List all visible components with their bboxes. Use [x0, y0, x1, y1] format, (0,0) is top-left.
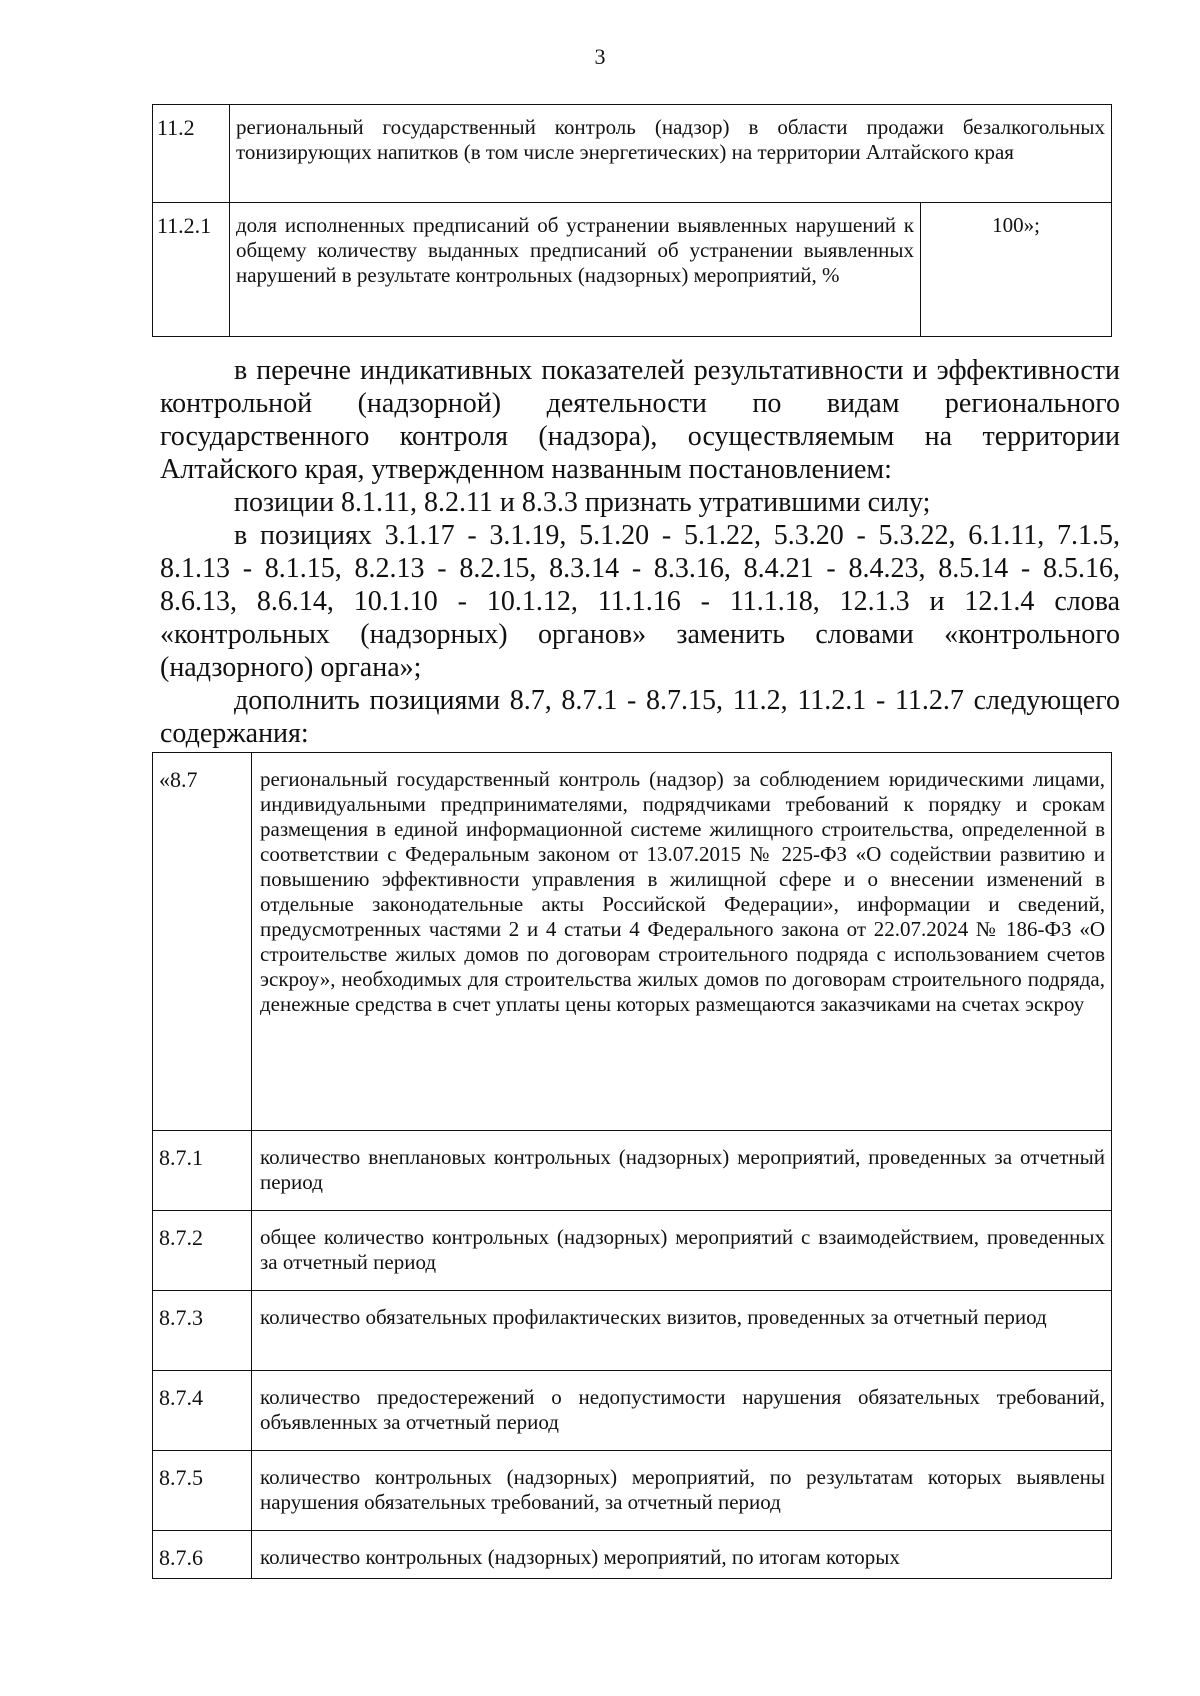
- paragraph: в перечне индикативных показателей результативности и эффективности контрольной (надзорной) деятельности по видам регионального государственного контроля (надзора), осуществляемым на территории Алтайского края, утвержденном названным постановлением:: [160, 355, 1120, 485]
- position-description: региональный государственный контроль (надзор) за соблюдением юридическими лицами, индивидуальными предпринимателями, подрядчиками требований к порядку и срокам размещения в единой информационной системе жилищного строительства, определенной в соответствии с Федеральным законом от 13.07.2015 № 225-ФЗ «О содействии развитию и повышению эффективности управления в жилищной сфере и о внесении изменений в отдельные законодательные акты Российской Федерации», информации и сведений, предусмотренных частями 2 и 4 статьи 4 Федерального закона от 22.07.2024 № 186-ФЗ «О строительстве жилых домов по договорам строительного подряда с использованием счетов эскроу», необходимых для строительства жилых домов по договорам строительного подряда, денежные средства в счет уплаты цены которых размещаются заказчиками на счетах эскроу: [252, 753, 1112, 1131]
- table-row: [153, 1451, 1112, 1531]
- position-description: региональный государственный контроль (надзор) в области продажи безалкогольных тонизирующих напитков (в том числе энергетических) на территории Алтайского края: [230, 105, 1112, 203]
- position-description: доля исполненных предписаний об устранении выявленных нарушений к общему количеству выданных предписаний об устранении выявленных нарушений в результате контрольных (надзорных) мероприятий, %: [230, 203, 921, 337]
- indicators-table-top: [152, 104, 1112, 337]
- body-text: [160, 354, 1120, 750]
- position-description: общее количество контрольных (надзорных) мероприятий с взаимодействием, проведенных за отчетный период: [252, 1211, 1112, 1291]
- position-description: количество предостережений о недопустимости нарушения обязательных требований, объявленных за отчетный период: [252, 1371, 1112, 1451]
- position-number: «8.7: [153, 753, 252, 1131]
- position-description: количество контрольных (надзорных) мероприятий, по результатам которых выявлены нарушения обязательных требований, за отчетный период: [252, 1451, 1112, 1531]
- position-number: 8.7.2: [153, 1211, 252, 1291]
- page-number: 3: [594, 44, 606, 69]
- paragraph: в позициях 3.1.17 - 3.1.19, 5.1.20 - 5.1.22, 5.3.20 - 5.3.22, 6.1.11, 7.1.5, 8.1.13 - 8.1.15, 8.2.13 - 8.2.15, 8.3.14 - 8.3.16, 8.4.21 - 8.4.23, 8.5.14 - 8.5.16, 8.6.13, 8.6.14, 10.1.10 - 10.1.12, 11.1.16 - 11.1.18, 12.1.3 и 12.1.4 слова «контрольных (надзорных) органов» заменить словами «контрольного (надзорного) органа»;: [160, 520, 1120, 683]
- paragraph: позиции 8.1.11, 8.2.11 и 8.3.3 признать утратившими силу;: [234, 487, 931, 518]
- position-number: 11.2: [153, 105, 230, 203]
- table-row: [153, 105, 1112, 203]
- position-number: 11.2.1: [153, 203, 230, 337]
- position-number: 8.7.4: [153, 1371, 252, 1451]
- table-row: [153, 1291, 1112, 1371]
- position-number: 8.7.6: [153, 1531, 252, 1579]
- table-row: [153, 1131, 1112, 1211]
- table-row: [153, 203, 1112, 337]
- position-number: 8.7.5: [153, 1451, 252, 1531]
- position-description: количество внеплановых контрольных (надзорных) мероприятий, проведенных за отчетный период: [252, 1131, 1112, 1211]
- position-description: количество контрольных (надзорных) мероприятий, по итогам которых: [252, 1531, 1112, 1579]
- paragraph: дополнить позициями 8.7, 8.7.1 - 8.7.15, 11.2, 11.2.1 - 11.2.7 следующего содержания:: [160, 685, 1120, 749]
- table-row: [153, 753, 1112, 1131]
- indicators-table-bottom: [152, 752, 1112, 1579]
- table-row: [153, 1211, 1112, 1291]
- position-description: количество обязательных профилактических визитов, проведенных за отчетный период: [252, 1291, 1112, 1371]
- indicator-value: 100»;: [921, 203, 1112, 337]
- table-row: [153, 1371, 1112, 1451]
- position-number: 8.7.1: [153, 1131, 252, 1211]
- table-row: [153, 1531, 1112, 1579]
- position-number: 8.7.3: [153, 1291, 252, 1371]
